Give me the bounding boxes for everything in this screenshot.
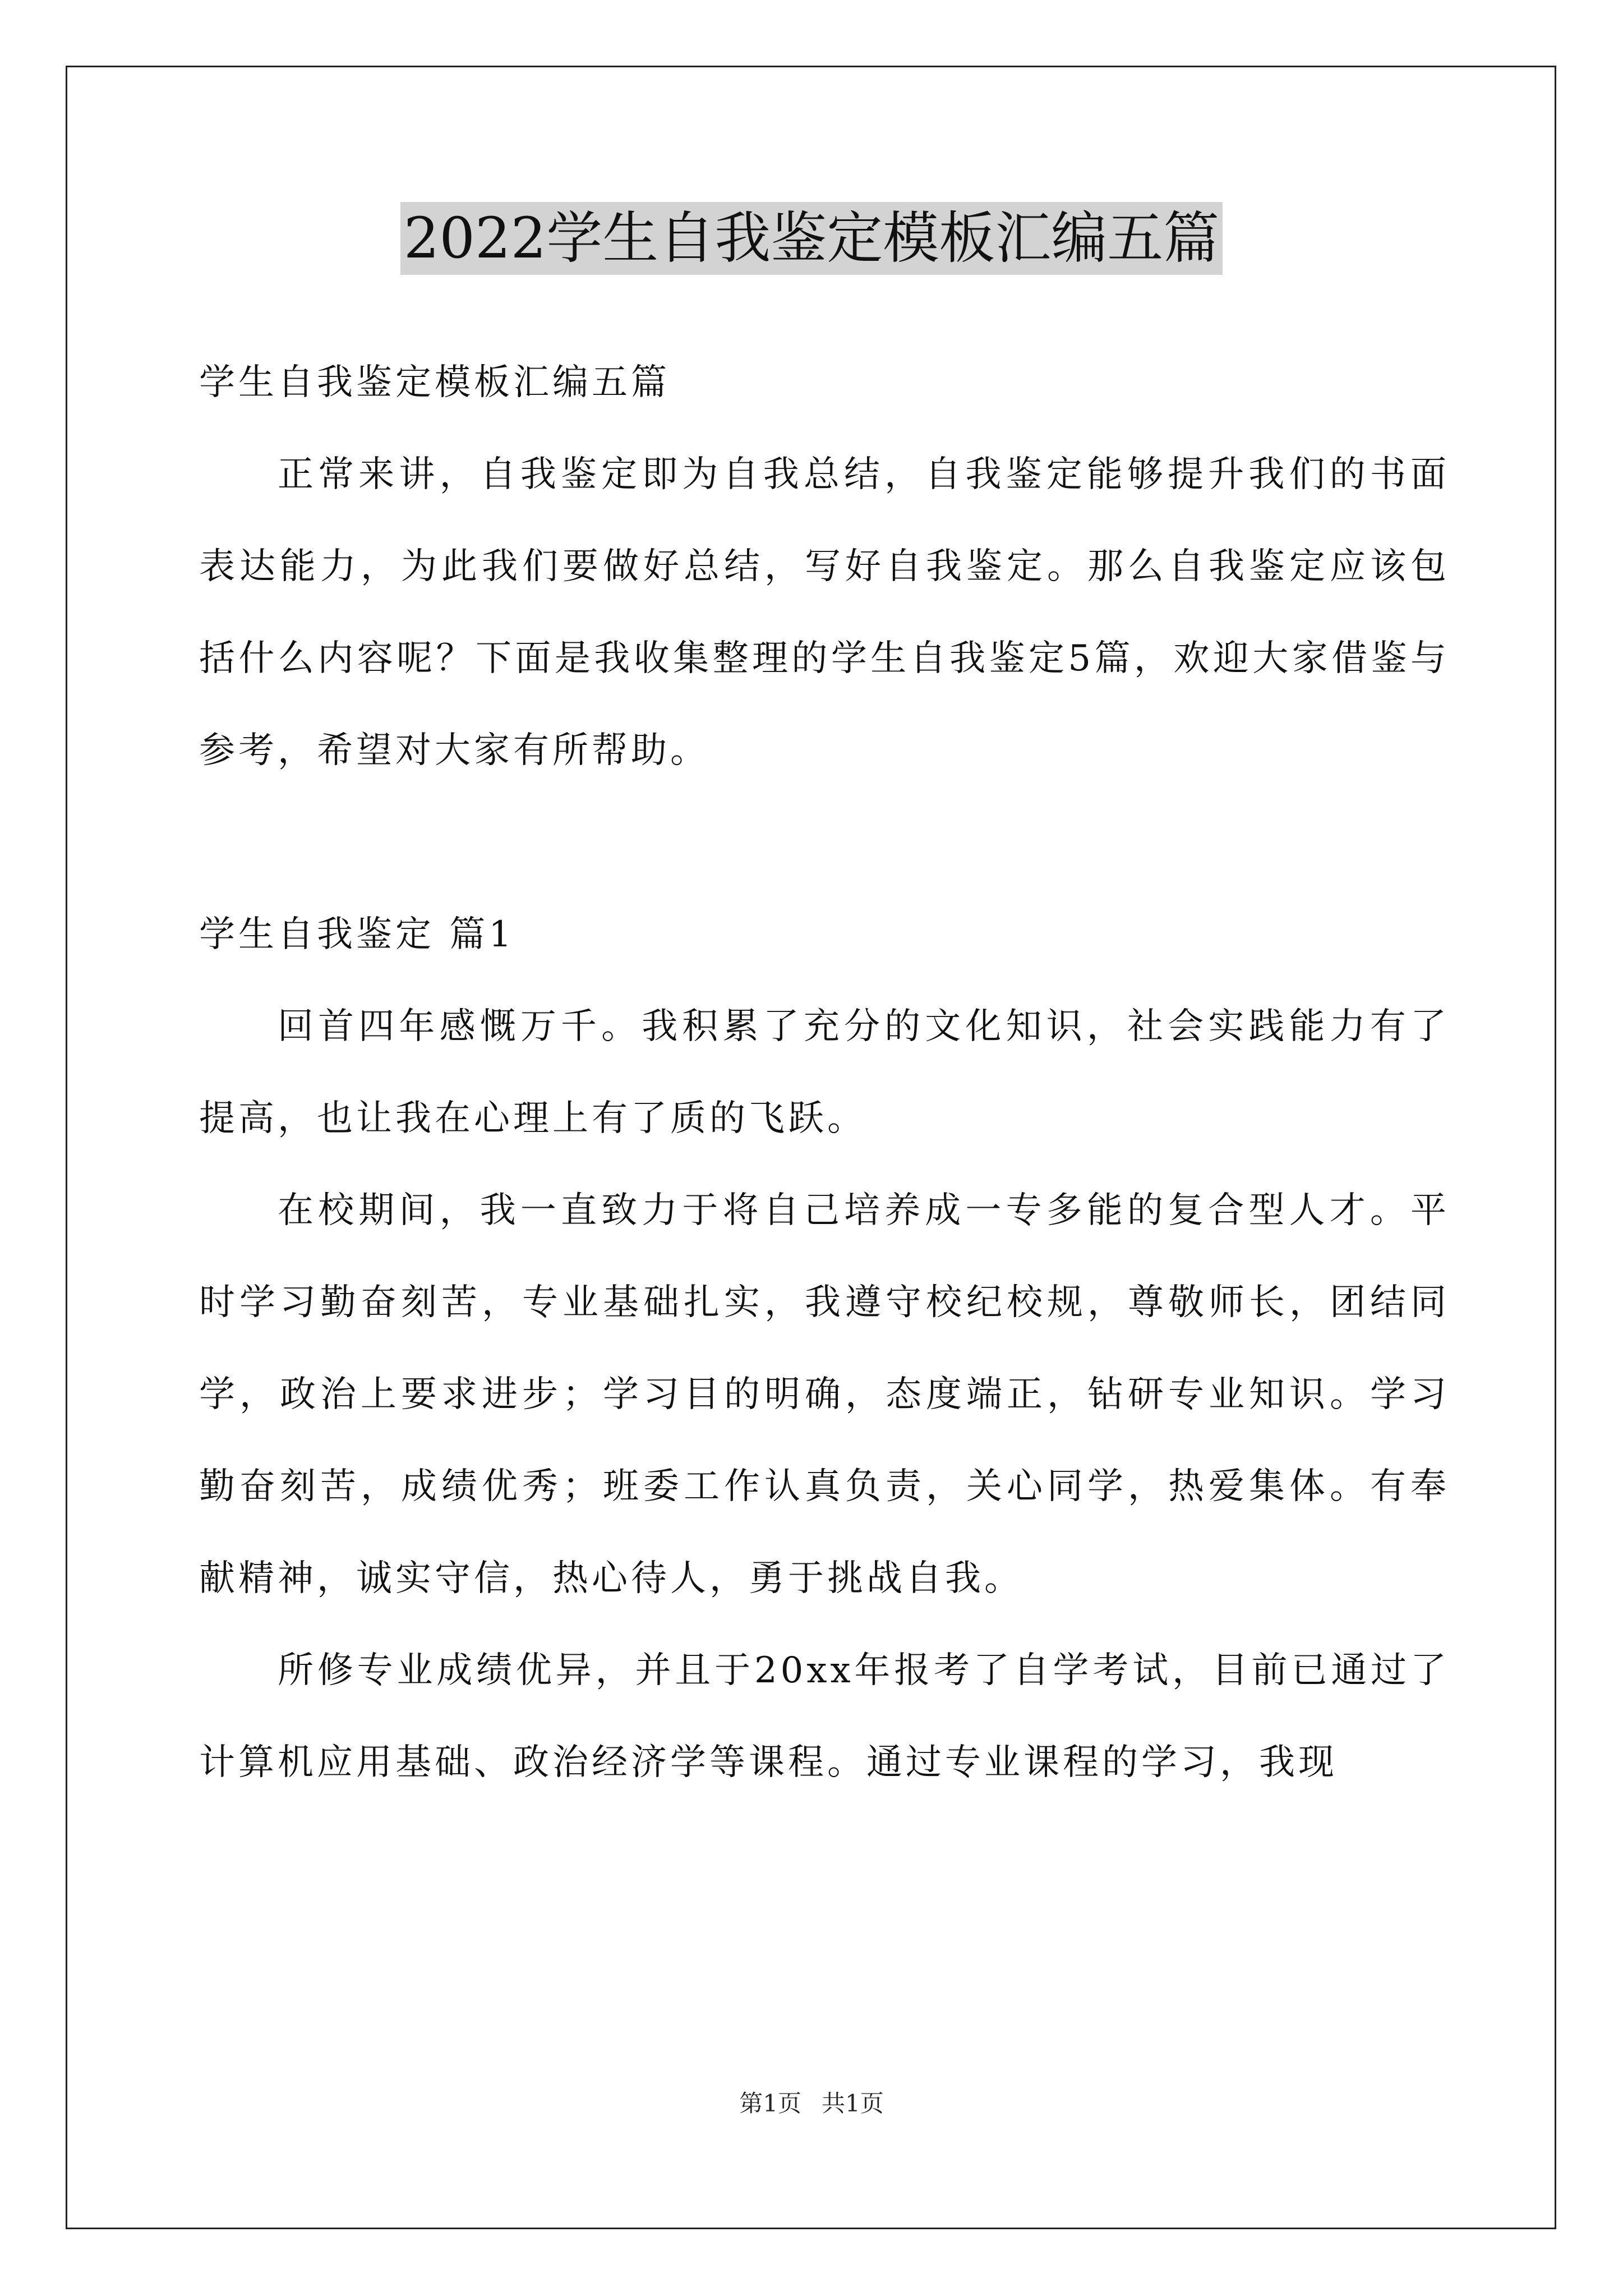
document-subtitle: 学生自我鉴定模板汇编五篇 xyxy=(199,362,670,403)
page-footer xyxy=(0,2087,1623,2120)
page-total: 共1页 xyxy=(822,2090,884,2117)
title-container xyxy=(0,202,1623,275)
document-body xyxy=(199,337,1450,1809)
body-paragraph-2: 在校期间，我一直致力于将自己培养成一专多能的复合型人才。平时学习勤奋刻苦，专业基础扎实，我遵守校纪校规，尊敬师长，团结同学，政治上要求进步；学习目的明确，态度端正，钻研专业知识。学习勤奋刻苦，成绩优秀；班委工作认真负责，关心同学，热爱集体。有奉献精神，诚实守信，热心待人，勇于挑战自我。 xyxy=(199,1190,1450,1599)
section-heading: 学生自我鉴定 篇1 xyxy=(199,914,515,955)
document-title: 2022学生自我鉴定模板汇编五篇 xyxy=(400,202,1223,275)
body-paragraph-3: 所修专业成绩优异，并且于20xx年报考了自学考试，目前已通过了计算机应用基础、政治经济学等课程。通过专业课程的学习，我现 xyxy=(199,1650,1450,1783)
page-number: 第1页 xyxy=(739,2090,801,2117)
body-paragraph-1: 回首四年感慨万千。我积累了充分的文化知识，社会实践能力有了提高，也让我在心理上有了质的飞跃。 xyxy=(199,1006,1450,1139)
section-spacer xyxy=(199,797,1450,889)
intro-paragraph: 正常来讲，自我鉴定即为自我总结，自我鉴定能够提升我们的书面表达能力，为此我们要做好总结，写好自我鉴定。那么自我鉴定应该包括什么内容呢？下面是我收集整理的学生自我鉴定5篇，欢迎大家借鉴与参考，希望对大家有所帮助。 xyxy=(199,454,1450,771)
